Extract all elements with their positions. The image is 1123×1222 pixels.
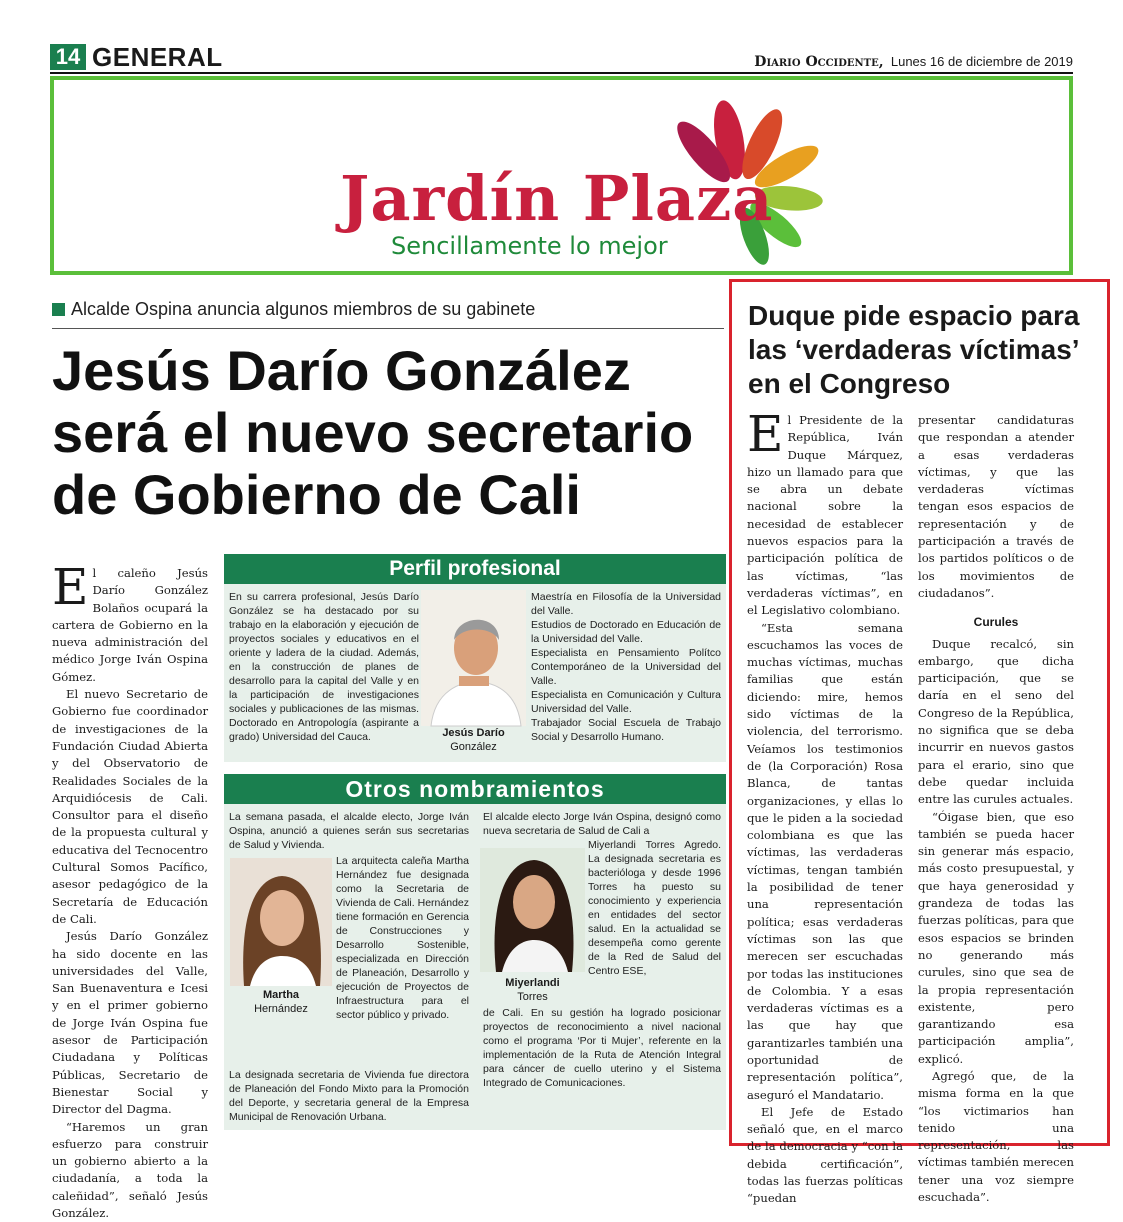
miyerlandi-caption: Miyerlandi Torres — [480, 976, 585, 1004]
dropcap: E — [52, 567, 89, 607]
portrait-icon — [480, 848, 585, 972]
otros-left-intro: La semana pasada, el alcalde electo, Jorge Iván Ospina, anunció a quienes serán sus secretarias de Salud y Vivienda. — [229, 810, 469, 852]
portrait-icon — [230, 858, 332, 986]
side-article-col2 — [918, 412, 1074, 1206]
otros-left-wrap: La arquitecta caleña Martha Hernández fue designada como la Secretaria de Vivienda de Cali. Hernández tiene formación en Gerencia de Construcciones y Desarrollo Sostenible, especializada en Dirección de Planeación, Desarrollo y ejecución de Proyectos de Infraestructura para el sector público y privado. — [336, 854, 469, 1022]
article-paragraph: Jesús Darío González ha sido docente en las universidades del Valle, San Buenaventura e Icesi y en el primer gobierno de Jorge Iván Ospina fue asesor de Participación Ciudadana y Políticas Públicas, Secretario de Bienestar Social y Director del Dagma. — [52, 928, 208, 1118]
otros-box — [224, 774, 726, 1130]
credential-item: Estudios de Doctorado en Educación de la Universidad del Valle. — [531, 618, 721, 646]
otros-right-bottom: de Cali. En su gestión ha logrado posicionar proyectos de reconocimiento a nivel nacional como el programa ‘Por ti Mujer’, referente en la implementación de la Ruta de Atención Integral para cáncer de cuello uterino y el Sistema Integrado de Comunicaciones. — [483, 1006, 721, 1090]
article-paragraph: El Presidente de la República, Iván Duque Márquez, hizo un llamado para que se abra un debate nacional sobre la necesidad de establecer nuevos espacios para la participación política de las víctimas, “las verdaderas víctimas”, en el Legislativo colombiano. — [747, 412, 903, 620]
article-paragraph: Duque recalcó, sin embargo, que dicha participación, que se daría en el seno del Congreso de la República, no significa que se deba incurrir en nuevos gastos para el erario, sino que debe quedar incluida entre las curules actuales. — [918, 636, 1074, 809]
section-title: GENERAL — [92, 42, 223, 73]
kicker-square-icon — [52, 303, 65, 316]
article-paragraph: “Esta semana escuchamos las voces de muchas víctimas, muchas familias que están diciendo: mire, hemos sido víctimas de la violencia, del terrorismo. Veíamos los testimonios de (la Corporación) Rosa Blanca, de tantas organizaciones, y ellas lo que le piden a la sociedad colombiana es que las víctimas, las verdaderas víctimas, tengan también la posibilidad de tener una representación política; esas verdaderas víctimas son las que merecen ser escuchadas por todas las instituciones de Colombia. Y a esas verdaderas víctimas es a las que hay que garantizarles también una oportunidad de representación política”, aseguró el Mandatario. — [747, 620, 903, 1104]
article-paragraph: “Haremos un gran esfuerzo para construir un gobierno abierto a la ciudadanía, a toda la caleñidad”, señaló Jesús González. — [52, 1119, 208, 1222]
ad-tagline: Sencillamente lo mejor — [391, 232, 668, 260]
perfil-title: Perfil profesional — [224, 554, 726, 584]
martha-photo — [230, 858, 332, 986]
otros-right-intro: El alcalde electo Jorge Iván Ospina, designó como nueva secretaria de Salud de Cali a — [483, 810, 721, 838]
article-kicker — [52, 299, 535, 320]
otros-right-wrap: Miyerlandi Torres Agredo. La designada secretaria es bacterióloga y desde 1996 Torres ha puesto su conocimiento y experiencia en entidades del sector salud. En la actualidad se desempeña como gerente de la Red de Salud del Centro ESE, — [588, 838, 721, 978]
miyerlandi-photo — [480, 848, 585, 972]
header-rule — [50, 72, 1073, 74]
martha-caption: Martha Hernández — [230, 988, 332, 1016]
gonzalez-caption: Jesús Darío González — [421, 726, 526, 754]
otros-left-bottom: La designada secretaria de Vivienda fue directora de Planeación del Fondo Mixto para la Promoción del Deporte, y secretaria general de la Empresa Municipal de Renovación Urbana. — [229, 1068, 469, 1124]
dropcap: E — [747, 414, 784, 454]
side-headline: Duque pide espacio para las ‘verdaderas víctimas’ en el Congreso — [748, 299, 1088, 401]
credential-item: Especialista en Comunicación y Cultura Universidad del Valle. — [531, 688, 721, 716]
article-paragraph: El nuevo Secretario de Gobierno fue coordinador de investigaciones de la Fundación Ciudad Abierta y del Observatorio de Realidades Sociales de la Arquidiócesis de Cali. Consultor para el diseño de la propuesta cultural y educativa del Tecnocentro Cultural Somos Pacífico, asesor pedagógico de la Secretaría de Educación de Cali. — [52, 686, 208, 928]
gonzalez-photo — [421, 590, 526, 726]
perfil-credentials — [531, 590, 721, 744]
jardin-plaza-ad[interactable] — [50, 76, 1073, 275]
issue-date: Lunes 16 de diciembre de 2019 — [891, 54, 1073, 69]
main-headline: Jesús Darío González será el nuevo secretario de Gobierno de Cali — [52, 340, 742, 526]
article-paragraph: Agregó que, de la misma forma en la que “los victimarios han tenido una representación, las víctimas también merecen tener una voz siempre escuchada”. — [918, 1068, 1074, 1206]
article-paragraph: “Óigase bien, que eso también se pueda hacer sin generar más espacio, más costo presupuestal, y que haya generosidad y grandeza de todas las fuerzas políticas, para que esos espacios se brinden no generando más curules, sino que sea de la propia representación existente, pero garantizando esa participación amplia”, explicó. — [918, 809, 1074, 1068]
kicker-text: Alcalde Ospina anuncia algunos miembros de su gabinete — [71, 299, 535, 319]
paper-name: Diario Occidente, — [754, 54, 883, 70]
perfil-box — [224, 554, 726, 762]
credential-item: Trabajador Social Escuela de Trabajo Social y Desarrollo Humano. — [531, 716, 721, 744]
credential-item: Especialista en Pensamiento Polítco Contemporáneo de la Universidad del Valle. — [531, 646, 721, 688]
masthead — [754, 54, 1073, 70]
main-article-body — [52, 565, 208, 1222]
subhead-curules: Curules — [918, 614, 1074, 631]
kicker-rule — [52, 328, 724, 329]
ad-brand: Jardín Plaza — [340, 162, 773, 235]
credential-item: Maestría en Filosofía de la Universidad del Valle. — [531, 590, 721, 618]
portrait-icon — [421, 590, 526, 726]
article-paragraph: El Jefe de Estado señaló que, en el marco de la democracia y “con la debida certificación”, todas las fuerzas políticas “puedan — [747, 1104, 903, 1208]
page-number: 14 — [50, 44, 86, 70]
perfil-text: En su carrera profesional, Jesús Darío González se ha destacado por su trabajo en la elaboración y ejecución de proyectos sociales y educativos en el oriente y ladera de la ciudad. Además, en la construcción de planes de desarrollo para la capital del Valle y en la participación de investigaciones sociales y publicaciones de las mismas. Doctorado en Antropología (aspirante a grado) Universidad del Cauca. — [229, 590, 419, 744]
otros-title: Otros nombramientos — [224, 774, 726, 804]
article-paragraph: presentar candidaturas que respondan a atender a esas verdaderas víctimas, y que las verdaderas víctimas tengan esos espacios de representación y de participación a través de los partidos políticos o de los movimientos de ciudadanos”. — [918, 412, 1074, 602]
article-paragraph: El caleño Jesús Darío González Bolaños ocupará la cartera de Gobierno en la nueva administración del médico Jorge Iván Ospina Gómez. — [52, 565, 208, 686]
side-article-col1 — [747, 412, 903, 1208]
